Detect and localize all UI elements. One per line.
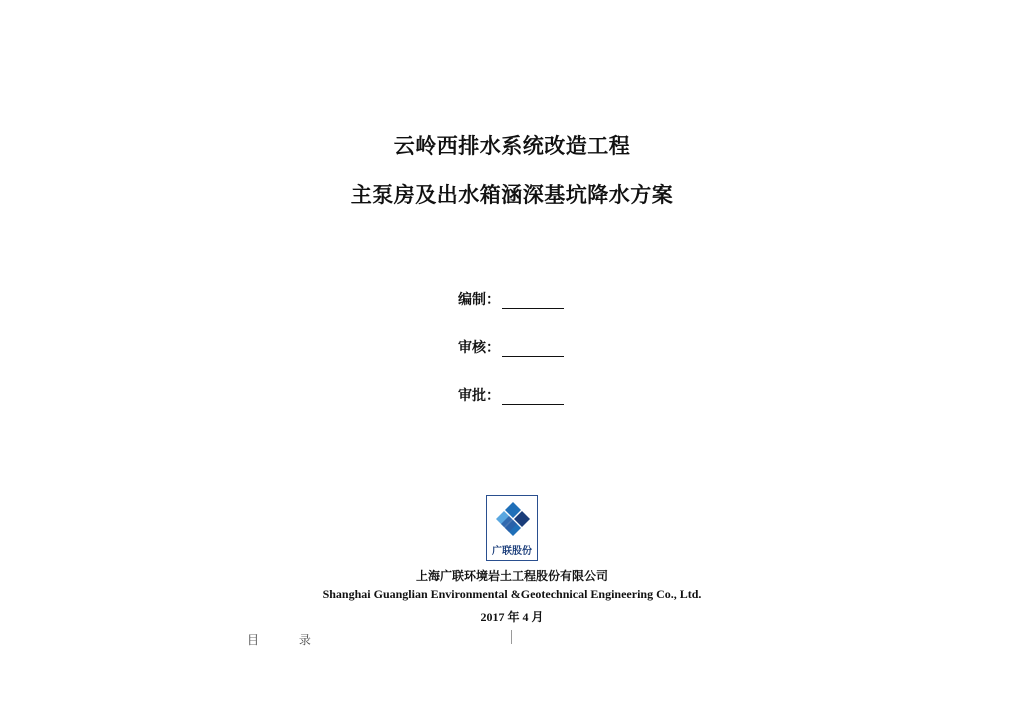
company-name-cn: 上海广联环境岩土工程股份有限公司 [415,569,608,583]
document-title: 云岭西排水系统改造工程 [393,133,631,158]
signature-row-compiled [458,289,564,309]
signature-blank-line [502,342,564,357]
company-logo [486,495,538,561]
signature-blank-line [502,294,564,309]
guanglian-logo-icon [487,496,539,548]
signature-label: 编制： [458,292,500,308]
document-subtitle: 主泵房及出水箱涵深基坑降水方案 [350,182,674,207]
toc-char: 目 [247,633,260,647]
signature-blank-line [502,390,564,405]
signature-label: 审核： [458,340,500,356]
table-of-contents-heading [247,631,311,648]
page-divider [511,630,512,644]
logo-text: 广联股份 [492,546,532,557]
document-date: 2017 年 4 月 [480,610,544,624]
toc-char: 录 [298,633,311,647]
signature-row-approved [458,385,564,405]
signature-label: 审批： [458,388,500,404]
signature-row-reviewed [458,337,564,357]
company-name-en: Shanghai Guanglian Environmental &Geotechnical Engineering Co., Ltd. [322,587,702,601]
